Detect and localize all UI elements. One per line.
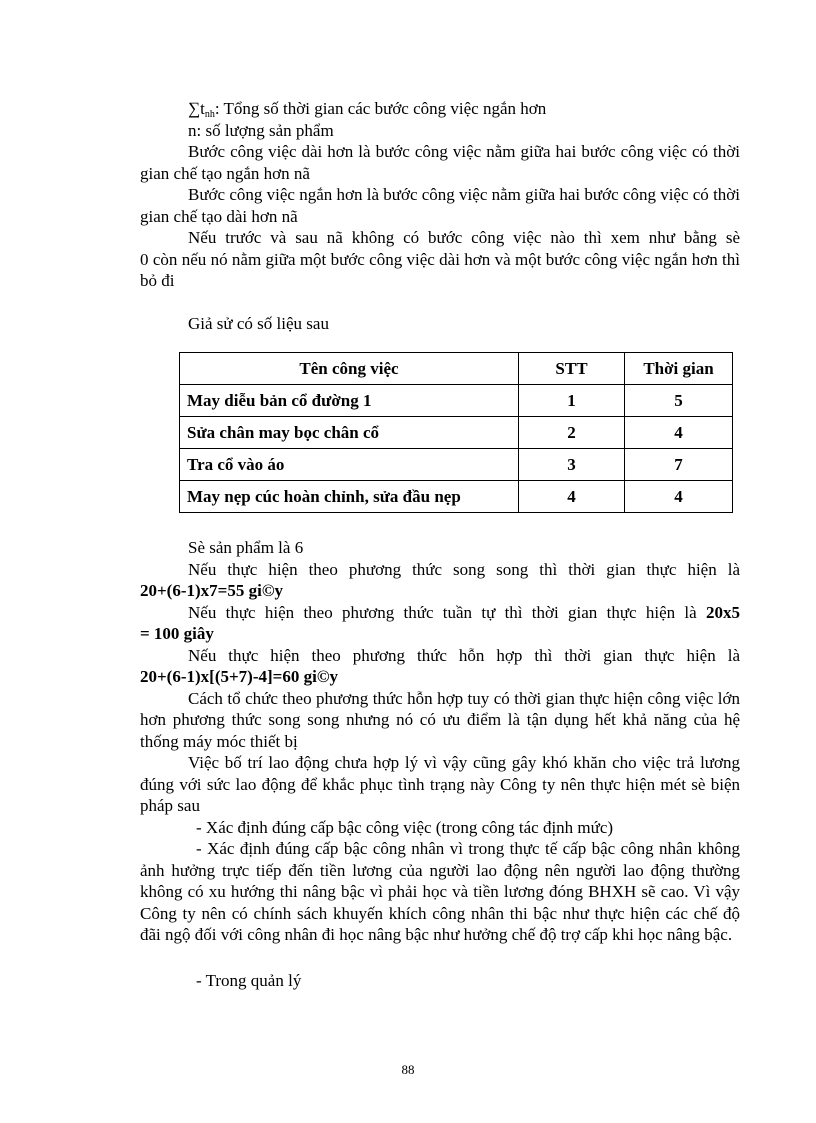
table-cell-task: Tra cổ vào áo [180,449,519,481]
table-header-row [180,353,733,385]
table-header-stt: STT [519,353,625,385]
n-definition: n: số lượng sản phẩm [188,120,334,140]
table-cell-stt: 4 [519,481,625,513]
arrange-paragraph: Việc bố trí lao động chưa hợp lý vì vậy cũng gây khó khăn cho việc trả lương đúng với sức lao động để khắc phục tình trạng này Công ty nên thực hiện mét sè biện pháp sau [140,753,740,815]
mixed-note: Cách tổ chức theo phương thức hỗn hợp tuy có thời gian thực hiện công việc lớn hơn phương thức song song nhưng nó có ưu điểm là tận dụng hết khả năng của hệ thống máy móc thiết bị [140,688,740,751]
page-number: 88 [401,1062,415,1077]
assume-line: Giả sử có số liệu sau [188,313,329,333]
table-row [180,449,733,481]
table-header-time: Thời gian [625,353,733,385]
table-cell-stt: 2 [519,417,625,449]
sum-definition [140,98,740,120]
bullet-management: - Trong quản lý [196,970,302,990]
table-row [180,417,733,449]
mixed-formula: 20+(6-1)x[(5+7)-4]=60 gi©y [140,667,339,686]
sum-text: : Tổng số thời gian các bước công việc ngắn hơn [214,99,547,118]
serial-value [140,623,740,645]
serial-formula-a: 20x5 [706,602,741,622]
table-cell-time: 4 [625,481,733,513]
paragraph-shorter-step: Bước công việc ngắn hơn là bước công việc nằm giữa hai bước công việc có thời gian chế tạo dài hơn nã [140,185,740,226]
table-cell-time: 4 [625,417,733,449]
serial-text [140,602,740,624]
bullet-worker-grade: - Xác định đúng cấp bậc công nhân vì trong thực tế cấp bậc công nhân không ảnh hưởng trực tiếp đến tiền lương của người lao động nên người lao động thường không có xu hướng thi nâng bậc vì phải học và tiền lương đóng BHXH sẽ cao. Vì vậy Công ty nên có chính sách khuyến khích công nhân thi bậc như thực hiện các chế độ đãi ngộ đối với công nhân đi học nâng bậc như hưởng chế độ trợ cấp khi học nâng bậc. [140,839,740,944]
sum-subscript: nh [204,109,215,120]
bullet-job-grade: - Xác định đúng cấp bậc công việc (trong công tác định mức) [196,817,614,837]
table-header-task: Tên công việc [180,353,519,385]
table-cell-task: Sửa chân may bọc chân cổ [180,417,519,449]
table-cell-task: May nẹp cúc hoàn chỉnh, sửa đầu nẹp [180,481,519,513]
paragraph-edge-step-b: 0 còn nếu nó nằm giữa một bước công việc dài hơn và một bước công việc ngắn hơn thì bỏ đi [140,249,740,290]
parallel-value [140,580,740,602]
serial-formula-b: = 100 giây [140,624,214,643]
serial-text-body: Nếu thực hiện theo phương thức tuần tự thì thời gian thực hiện là [188,602,697,622]
table-cell-stt: 1 [519,385,625,417]
task-table [179,352,733,513]
products-line: Sè sản phẩm là 6 [188,538,304,557]
spacer [140,946,740,970]
table-cell-time: 5 [625,385,733,417]
table-cell-stt: 3 [519,449,625,481]
paragraph-edge-step-a: Nếu trước và sau nã không có bước công việc nào thì xem như bằng sè [188,228,740,247]
mixed-value [140,666,740,688]
parallel-text: Nếu thực hiện theo phương thức song song thì thời gian thực hiện là [188,559,740,579]
table-cell-time: 7 [625,449,733,481]
table-row [180,481,733,513]
parallel-formula: 20+(6-1)x7=55 gi©y [140,581,284,600]
paragraph-longer-step: Bước công việc dài hơn là bước công việc nằm giữa hai bước công việc có thời gian chế tạo ngắn hơn nã [140,142,740,183]
table-row [180,385,733,417]
table-cell-task: May diễu bản cổ đường 1 [180,385,519,417]
document-page [140,98,740,991]
spacer [140,513,740,537]
spacer [140,292,740,313]
sum-symbol: ∑t [188,99,205,118]
mixed-text: Nếu thực hiện theo phương thức hỗn hợp thì thời gian thực hiện là [188,645,740,665]
